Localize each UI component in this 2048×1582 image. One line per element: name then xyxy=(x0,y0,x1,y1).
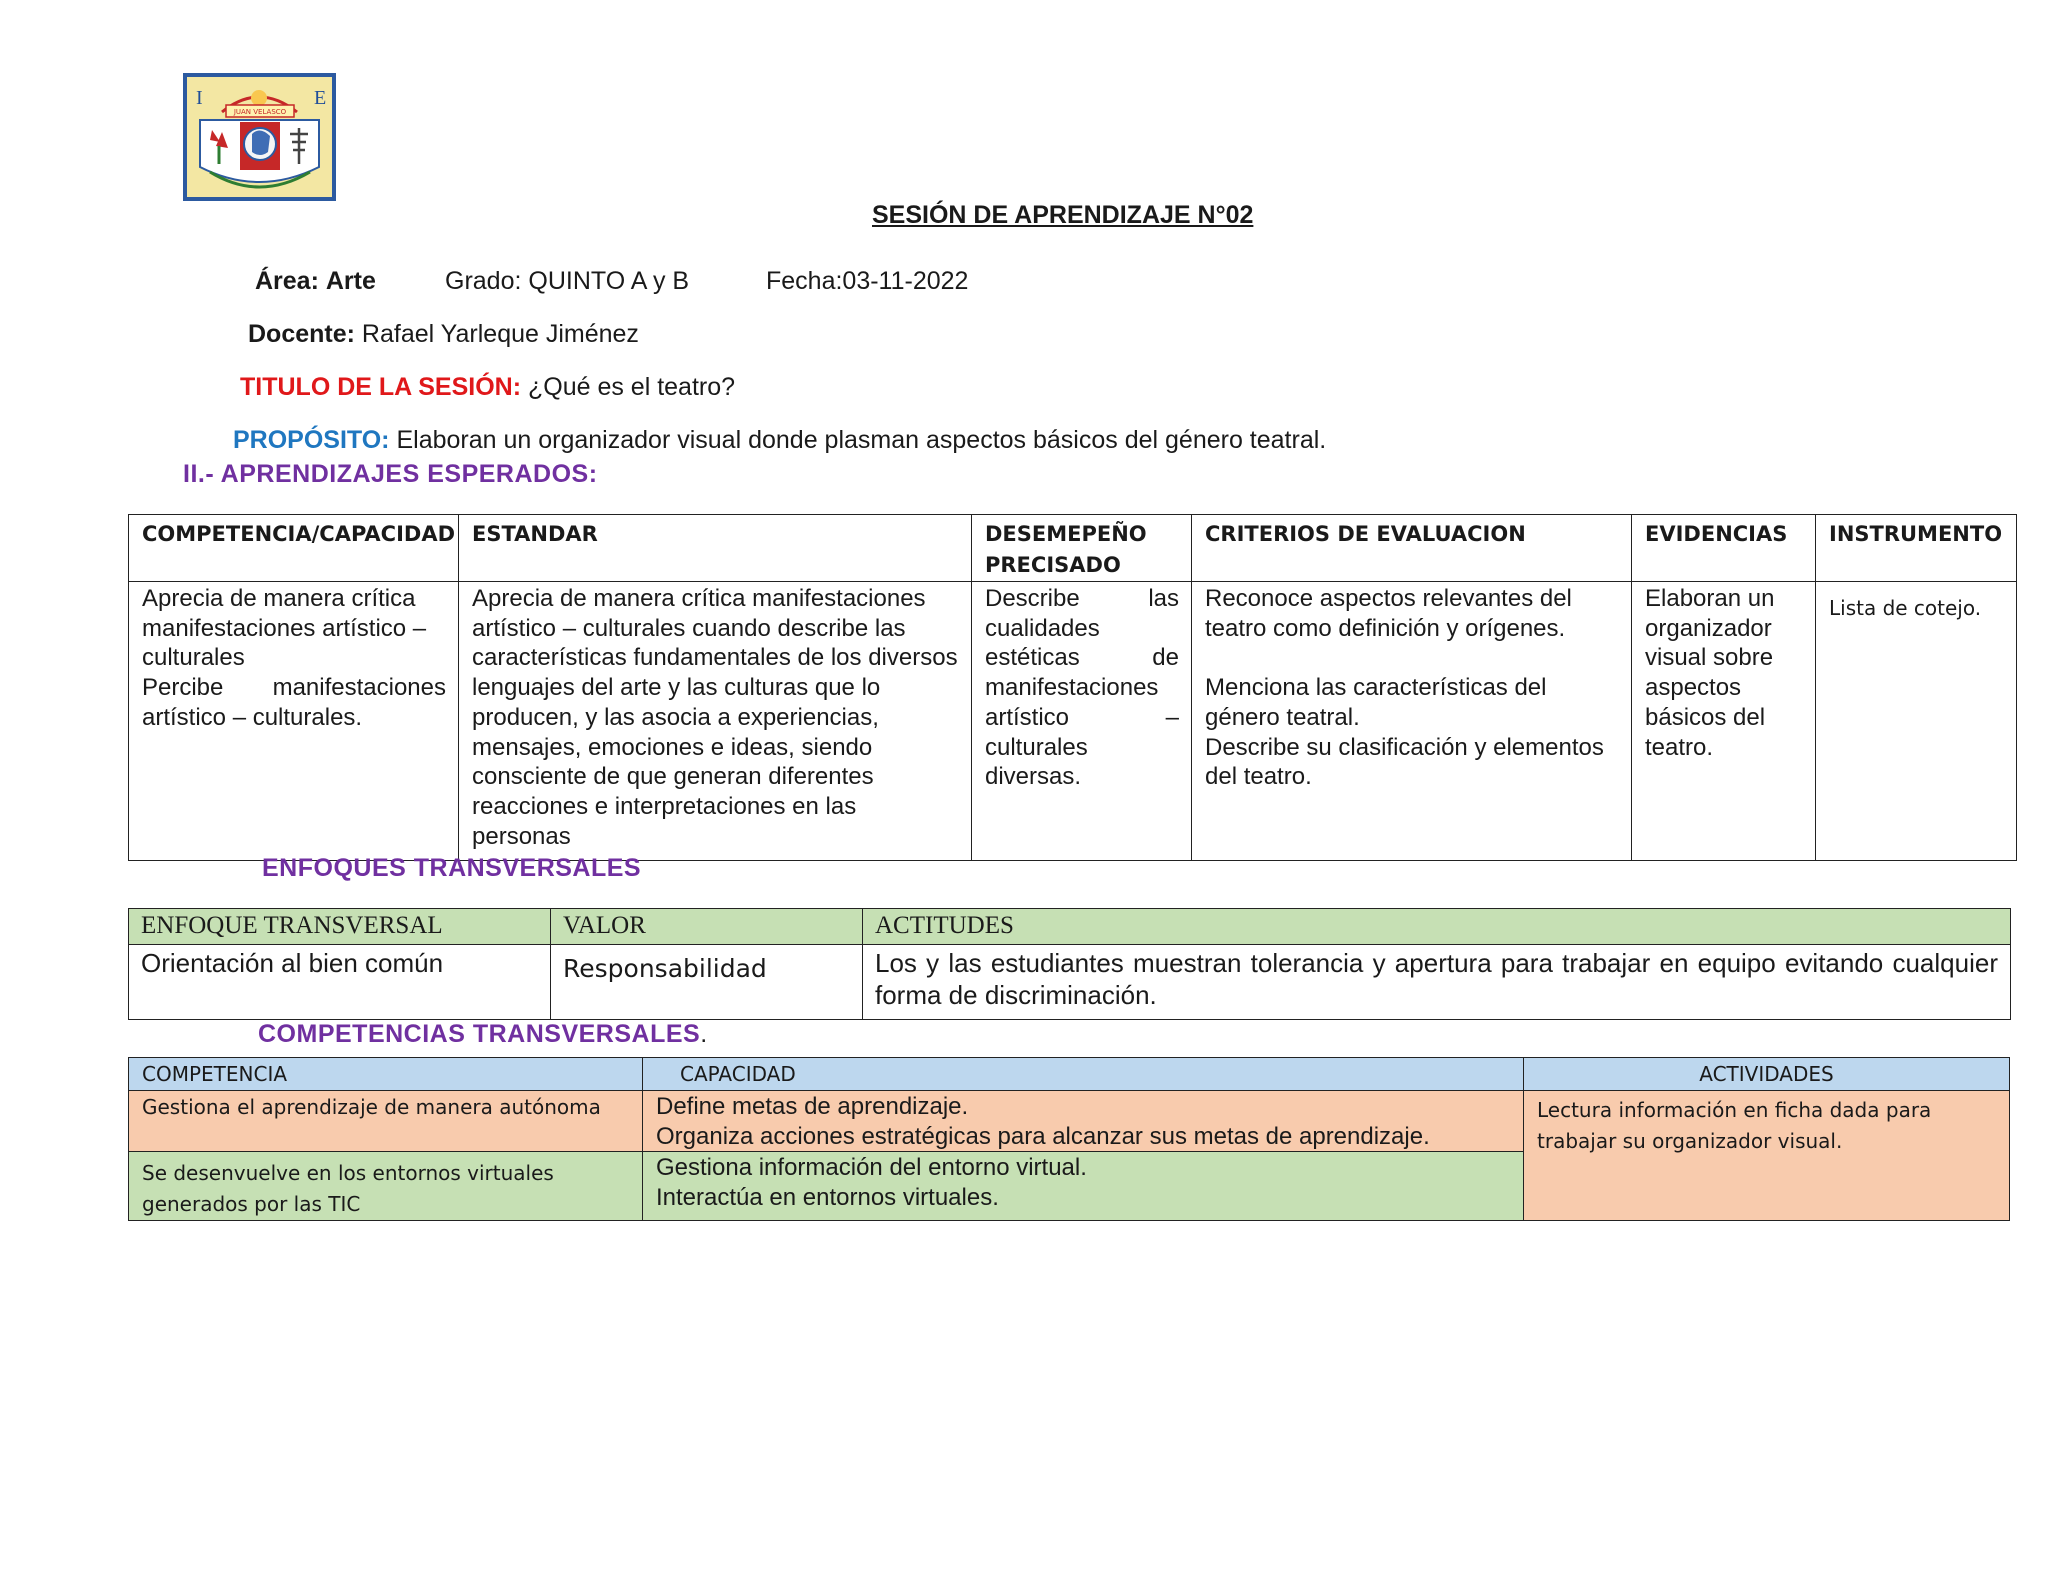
capacidad-1a: Define metas de aprendizaje. xyxy=(656,1093,969,1120)
fecha-text: Fecha:03-11-2022 xyxy=(766,267,969,295)
aprendizajes-table xyxy=(128,514,2017,861)
proposito-value: Elaboran un organizador visual donde plasman aspectos básicos del género teatral. xyxy=(396,426,1327,454)
capacidad-1b: Organiza acciones estratégicas para alcanzar sus metas de aprendizaje. xyxy=(656,1122,1430,1150)
docente-label: Docente: xyxy=(248,320,355,348)
cell-competencia-1: Gestiona el aprendizaje de manera autónoma xyxy=(129,1091,643,1152)
competencia-text-2: Percibe manifestaciones artístico – culturales. xyxy=(142,674,446,731)
cell-valor: Responsabilidad xyxy=(551,945,863,1020)
logo-sun-icon xyxy=(251,90,267,106)
competencias-heading-dot: . xyxy=(700,1020,708,1048)
area-label: Área: xyxy=(255,267,319,295)
titulo-line xyxy=(240,373,735,402)
header-criterios: CRITERIOS DE EVALUACION xyxy=(1192,515,1632,582)
cell-capacidad-1 xyxy=(643,1091,1524,1152)
competencia-text-1: Aprecia de manera crítica manifestaciones artístico – culturales xyxy=(142,585,427,672)
criterio-3: Describe su clasificación y elementos del teatro. xyxy=(1205,733,1604,791)
competencias-header-row xyxy=(129,1058,2010,1091)
logo-letter-left: I xyxy=(196,87,203,109)
cell-actitudes: Los y las estudiantes muestran tolerancia y apertura para trabajar en equipo evitando cualquier forma de discriminación. xyxy=(863,945,2011,1020)
docente-value: Rafael Yarleque Jiménez xyxy=(361,320,639,348)
cell-enfoque: Orientación al bien común xyxy=(129,945,551,1020)
capacidad-2b: Interactúa en entornos virtuales. xyxy=(656,1183,999,1211)
cell-criterios xyxy=(1192,582,1632,861)
header-enfoque: ENFOQUE TRANSVERSAL xyxy=(129,909,551,945)
header-competencia: COMPETENCIA/CAPACIDAD xyxy=(129,515,459,582)
header-capacidad: CAPACIDAD xyxy=(643,1058,1524,1091)
competencias-table xyxy=(128,1057,2010,1221)
logo-banner-text: JUAN VELASCO xyxy=(233,108,287,116)
enfoques-data-row xyxy=(129,945,2011,1020)
aprendizajes-heading: II.- APRENDIZAJES ESPERADOS: xyxy=(183,460,598,488)
criterio-2: Menciona las características del género teatral. xyxy=(1205,674,1547,731)
header-valor: VALOR xyxy=(551,909,863,945)
competencias-heading xyxy=(258,1020,708,1049)
proposito-line xyxy=(233,426,1326,455)
enfoques-header-row xyxy=(129,909,2011,945)
aprendizajes-header-row xyxy=(129,515,2017,582)
docente-line xyxy=(248,320,639,349)
logo-letter-right: E xyxy=(314,87,327,109)
aprendizajes-data-row xyxy=(129,582,2017,861)
area-line xyxy=(255,267,376,296)
cell-actividades: Lectura información en ficha dada para trabajar su organizador visual. xyxy=(1524,1091,2010,1221)
header-actividades: ACTIVIDADES xyxy=(1524,1058,2010,1091)
cell-evidencias: Elaboran un organizador visual sobre aspectos básicos del teatro. xyxy=(1632,582,1816,861)
header-desempeno: DESEMEPEÑO PRECISADO xyxy=(972,515,1192,582)
header-evidencias: EVIDENCIAS xyxy=(1632,515,1816,582)
cell-desempeno: Describe las cualidades estéticas de manifestaciones artístico – culturales diversas. xyxy=(972,582,1192,861)
capacidad-2a: Gestiona información del entorno virtual. xyxy=(656,1154,1087,1181)
area-value: Arte xyxy=(325,267,376,295)
header-competencia-t: COMPETENCIA xyxy=(129,1058,643,1091)
titulo-label: TITULO DE LA SESIÓN: xyxy=(240,373,522,401)
competencias-row xyxy=(129,1091,2010,1152)
enfoques-table xyxy=(128,908,2011,1020)
enfoques-heading: ENFOQUES TRANSVERSALES xyxy=(262,854,642,882)
header-instrumento: INSTRUMENTO xyxy=(1816,515,2017,582)
cell-competencia-2: Se desenvuelve en los entornos virtuales generados por las TIC xyxy=(129,1152,643,1221)
school-logo xyxy=(182,72,337,202)
header-actitudes: ACTITUDES xyxy=(863,909,2011,945)
proposito-label: PROPÓSITO: xyxy=(233,426,390,454)
titulo-value: ¿Qué es el teatro? xyxy=(527,373,736,401)
criterio-1: Reconoce aspectos relevantes del teatro como definición y orígenes. xyxy=(1205,585,1572,642)
cell-competencia xyxy=(129,582,459,861)
competencias-heading-text: COMPETENCIAS TRANSVERSALES xyxy=(258,1020,701,1048)
cell-capacidad-2 xyxy=(643,1152,1524,1221)
criterio-spacer xyxy=(1205,643,1619,673)
header-estandar: ESTANDAR xyxy=(459,515,972,582)
cell-estandar: Aprecia de manera crítica manifestaciones artístico – culturales cuando describe las características fundamentales de los diversos lenguajes del arte y las culturas que lo producen, y las asocia a experiencias, mensajes, emociones e ideas, siendo consciente de que generan diferentes reacciones e interpretaciones en las personas xyxy=(459,582,972,861)
cell-instrumento: Lista de cotejo. xyxy=(1816,582,2017,861)
session-title: SESIÓN DE APRENDIZAJE N°02 xyxy=(872,201,1254,229)
grado-text: Grado: QUINTO A y B xyxy=(445,267,690,295)
logo-portrait-figure xyxy=(252,130,270,155)
